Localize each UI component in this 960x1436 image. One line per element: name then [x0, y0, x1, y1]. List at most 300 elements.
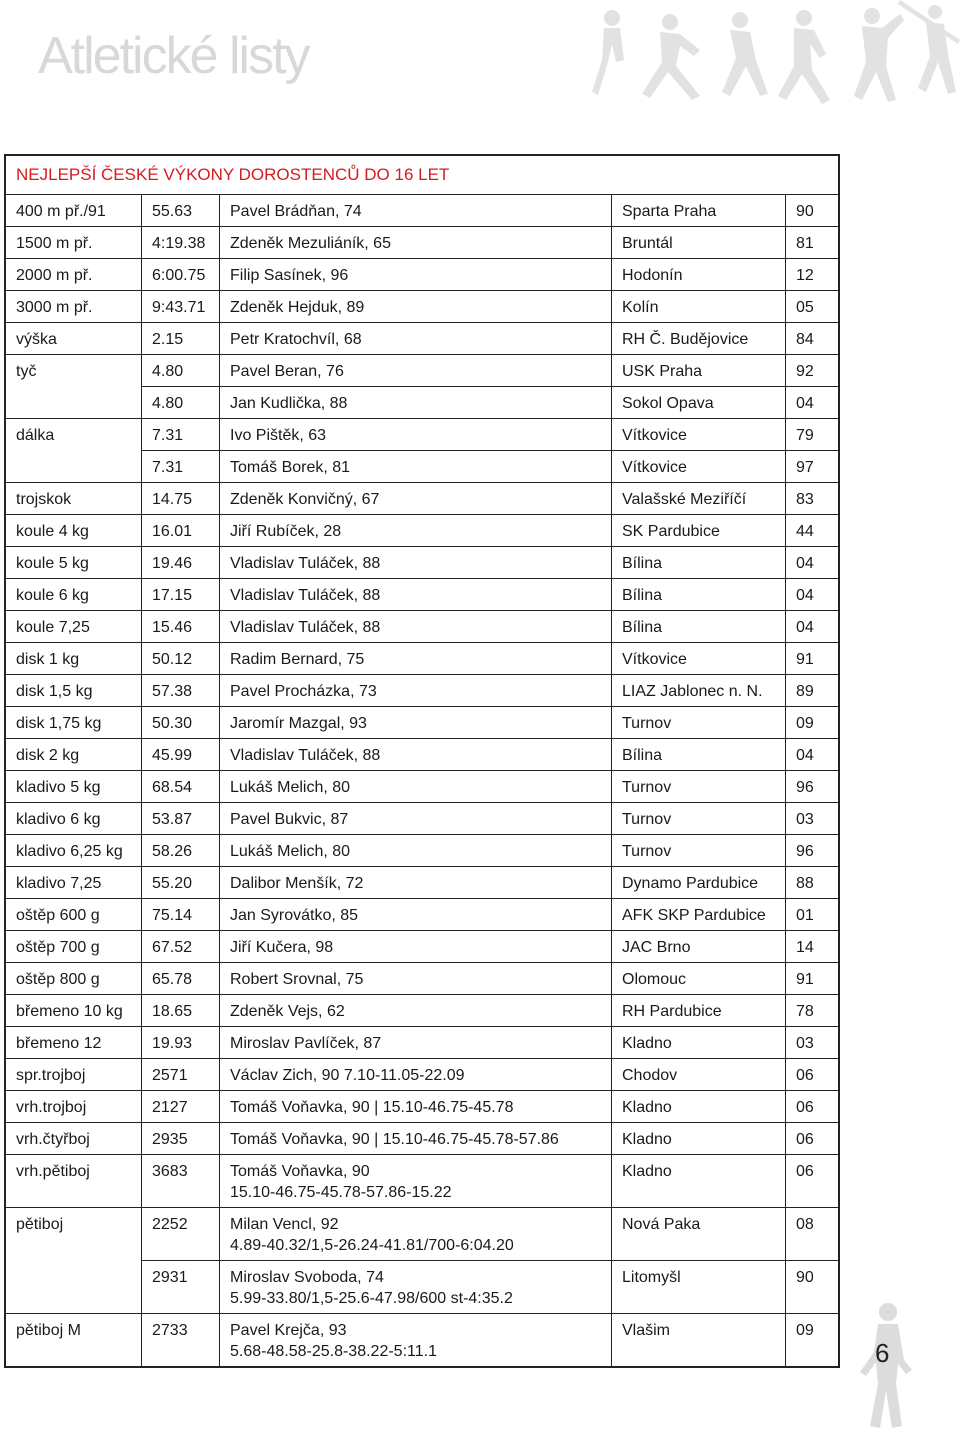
- athlete-cell: [220, 803, 612, 835]
- year-cell-text: 06: [796, 1067, 814, 1084]
- athlete-cell-text: Zdeněk Vejs, 62: [230, 1003, 345, 1020]
- event-cell-text: koule 7,25: [16, 619, 90, 636]
- result-cell-text: 19.46: [152, 555, 193, 572]
- event-cell: [6, 291, 142, 323]
- club-cell-text: Olomouc: [622, 971, 687, 988]
- year-cell-text: 79: [796, 427, 814, 444]
- year-cell-text: 91: [796, 971, 814, 988]
- athlete-cell: [220, 1261, 612, 1314]
- athlete-cell: [220, 739, 612, 771]
- year-cell: [786, 323, 838, 355]
- club-cell-text: JAC Brno: [622, 939, 691, 956]
- year-cell: [786, 771, 838, 803]
- result-cell: [142, 675, 220, 707]
- year-cell: [786, 483, 838, 515]
- club-cell-text: Valašské Meziříčí: [622, 491, 747, 508]
- year-cell-text: 44: [796, 523, 814, 540]
- athlete-cell-text: Petr Kratochvíl, 68: [230, 331, 362, 348]
- club-cell: [612, 1208, 786, 1261]
- year-cell: [786, 1027, 838, 1059]
- event-cell-text: vrh.trojboj: [16, 1099, 87, 1116]
- result-cell: [142, 419, 220, 451]
- year-cell: [786, 291, 838, 323]
- result-cell: [142, 771, 220, 803]
- event-cell: [6, 835, 142, 867]
- event-cell-text: dálka: [16, 427, 55, 444]
- table-row: [6, 611, 838, 643]
- result-cell: [142, 803, 220, 835]
- athlete-cell-text: Pavel Beran, 76: [230, 363, 344, 380]
- year-cell: [786, 931, 838, 963]
- athlete-cell-text: Tomáš Voňavka, 90 | 15.10-46.75-45.78-57.86: [230, 1131, 559, 1148]
- table-row: [6, 547, 838, 579]
- year-cell-text: 06: [796, 1163, 814, 1180]
- athlete-cell: [220, 227, 612, 259]
- event-cell-text: kladivo 5 kg: [16, 779, 101, 796]
- table-row: [6, 739, 838, 771]
- club-cell: [612, 387, 786, 419]
- athlete-cell: [220, 259, 612, 291]
- table-row: [6, 451, 838, 483]
- year-cell-text: 90: [796, 203, 814, 220]
- table-row: [6, 1123, 838, 1155]
- result-cell-text: 4.80: [152, 395, 184, 412]
- athlete-cell: [220, 1314, 612, 1366]
- athlete-cell: [220, 451, 612, 483]
- club-cell-text: Turnov: [622, 843, 672, 860]
- event-cell: [6, 995, 142, 1027]
- result-cell-text: 3683: [152, 1163, 188, 1180]
- athlete-cell: [220, 899, 612, 931]
- year-cell: [786, 1314, 838, 1366]
- year-cell: [786, 899, 838, 931]
- club-cell-text: Vlašim: [622, 1322, 671, 1339]
- athlete-cell: [220, 195, 612, 227]
- club-cell-text: Dynamo Pardubice: [622, 875, 759, 892]
- result-cell: [142, 1027, 220, 1059]
- table-row: [6, 1261, 838, 1314]
- club-cell-text: Sokol Opava: [622, 395, 714, 412]
- table-body: [6, 195, 838, 1366]
- event-cell-text: pětiboj M: [16, 1322, 81, 1339]
- year-cell: [786, 579, 838, 611]
- year-cell: [786, 387, 838, 419]
- athlete-cell: [220, 579, 612, 611]
- club-cell: [612, 1261, 786, 1314]
- year-cell: [786, 547, 838, 579]
- year-cell: [786, 259, 838, 291]
- year-cell: [786, 1155, 838, 1208]
- club-cell: [612, 1155, 786, 1208]
- runner-silhouette-graphic: [856, 1300, 926, 1430]
- result-cell-text: 2.15: [152, 331, 184, 348]
- table-row: [6, 643, 838, 675]
- athlete-cell-text: Pavel Bukvic, 87: [230, 811, 349, 828]
- club-cell: [612, 419, 786, 451]
- event-cell: [6, 547, 142, 579]
- athlete-cell: [220, 419, 612, 451]
- year-cell: [786, 803, 838, 835]
- event-cell-text: vrh.pětiboj: [16, 1163, 90, 1180]
- club-cell: [612, 1123, 786, 1155]
- event-cell-text: trojskok: [16, 491, 72, 508]
- athlete-cell-text: Zdeněk Mezuliáník, 65: [230, 235, 391, 252]
- year-cell-text: 89: [796, 683, 814, 700]
- result-cell: [142, 291, 220, 323]
- table-row: [6, 387, 838, 419]
- result-cell-text: 68.54: [152, 779, 193, 796]
- table-row: [6, 1091, 838, 1123]
- year-cell: [786, 611, 838, 643]
- club-cell: [612, 803, 786, 835]
- result-cell-text: 75.14: [152, 907, 193, 924]
- athlete-cell: [220, 1155, 612, 1208]
- event-cell: [6, 643, 142, 675]
- athlete-cell: [220, 707, 612, 739]
- result-cell: [142, 707, 220, 739]
- athlete-cell-text: Radim Bernard, 75: [230, 651, 365, 668]
- table-row: [6, 835, 838, 867]
- result-cell: [142, 835, 220, 867]
- year-cell: [786, 195, 838, 227]
- result-cell-text: 17.15: [152, 587, 193, 604]
- club-cell-text: Nová Paka: [622, 1216, 701, 1233]
- table-title: NEJLEPŠÍ ČESKÉ VÝKONY DOROSTENCŮ DO 16 LET: [6, 156, 838, 195]
- athlete-cell-text: Miroslav Svoboda, 74: [230, 1269, 384, 1286]
- club-cell-text: Bílina: [622, 587, 663, 604]
- year-cell-text: 81: [796, 235, 814, 252]
- event-cell-text: disk 1 kg: [16, 651, 80, 668]
- table-row: [6, 579, 838, 611]
- club-cell-text: Bílina: [622, 619, 663, 636]
- event-cell: [6, 259, 142, 291]
- athlete-cell: [220, 355, 612, 387]
- event-cell-text: vrh.čtyřboj: [16, 1131, 90, 1148]
- result-cell: [142, 611, 220, 643]
- athlete-cell-text: Tomáš Voňavka, 90 | 15.10-46.75-45.78: [230, 1099, 514, 1116]
- event-cell: [6, 1027, 142, 1059]
- result-cell-text: 2571: [152, 1067, 188, 1084]
- athlete-cell: [220, 483, 612, 515]
- year-cell: [786, 1123, 838, 1155]
- athlete-cell-text: Pavel Brádňan, 74: [230, 203, 362, 220]
- club-cell: [612, 643, 786, 675]
- year-cell-text: 14: [796, 939, 814, 956]
- result-cell: [142, 963, 220, 995]
- result-cell-text: 7.31: [152, 459, 184, 476]
- club-cell: [612, 835, 786, 867]
- table-row: [6, 899, 838, 931]
- club-cell-text: Litomyšl: [622, 1269, 681, 1286]
- event-cell-text: oštěp 700 g: [16, 939, 100, 956]
- athlete-detail-text: 5.99-33.80/1,5-25.6-47.98/600 st-4:35.2: [230, 1290, 513, 1307]
- year-cell-text: 84: [796, 331, 814, 348]
- event-cell-text: 3000 m př.: [16, 299, 93, 316]
- table-row: [6, 355, 838, 387]
- year-cell: [786, 1208, 838, 1261]
- result-cell: [142, 1155, 220, 1208]
- table-row: [6, 707, 838, 739]
- club-cell: [612, 1027, 786, 1059]
- result-cell: [142, 195, 220, 227]
- event-cell: [6, 1091, 142, 1123]
- table-row: [6, 259, 838, 291]
- result-cell: [142, 867, 220, 899]
- table-row: [6, 675, 838, 707]
- event-cell: [6, 931, 142, 963]
- athlete-cell-text: Vladislav Tuláček, 88: [230, 555, 381, 572]
- result-cell-text: 2252: [152, 1216, 188, 1233]
- table-row: [6, 803, 838, 835]
- year-cell: [786, 515, 838, 547]
- club-cell-text: Kladno: [622, 1163, 672, 1180]
- athlete-cell: [220, 611, 612, 643]
- result-cell-text: 53.87: [152, 811, 193, 828]
- year-cell-text: 01: [796, 907, 814, 924]
- year-cell: [786, 675, 838, 707]
- year-cell-text: 04: [796, 587, 814, 604]
- club-cell: [612, 931, 786, 963]
- year-cell-text: 04: [796, 619, 814, 636]
- result-cell-text: 50.30: [152, 715, 193, 732]
- athlete-cell: [220, 835, 612, 867]
- page-number: 6: [875, 1338, 890, 1368]
- year-cell: [786, 739, 838, 771]
- athlete-cell-text: Robert Srovnal, 75: [230, 971, 364, 988]
- athlete-cell-text: Milan Vencl, 92: [230, 1216, 339, 1233]
- event-cell: [6, 515, 142, 547]
- athlete-cell: [220, 675, 612, 707]
- magazine-title: Atletické listy: [38, 27, 309, 85]
- athlete-cell: [220, 1027, 612, 1059]
- result-cell-text: 2733: [152, 1322, 188, 1339]
- athlete-cell-text: Jan Syrovátko, 85: [230, 907, 359, 924]
- club-cell-text: Sparta Praha: [622, 203, 717, 220]
- athlete-cell-text: Zdeněk Hejduk, 89: [230, 299, 365, 316]
- athlete-cell: [220, 931, 612, 963]
- year-cell-text: 83: [796, 491, 814, 508]
- table-row: [6, 515, 838, 547]
- athlete-cell-text: Zdeněk Konvičný, 67: [230, 491, 380, 508]
- result-cell: [142, 355, 220, 387]
- year-cell-text: 03: [796, 1035, 814, 1052]
- athlete-cell: [220, 963, 612, 995]
- event-cell: [6, 451, 142, 483]
- athlete-cell-text: Vladislav Tuláček, 88: [230, 747, 381, 764]
- athlete-cell: [220, 387, 612, 419]
- table-row: [6, 931, 838, 963]
- result-cell-text: 7.31: [152, 427, 184, 444]
- event-cell-text: oštěp 600 g: [16, 907, 100, 924]
- athlete-cell-text: Tomáš Borek, 81: [230, 459, 351, 476]
- event-cell: [6, 867, 142, 899]
- table-row: [6, 323, 838, 355]
- event-cell: [6, 675, 142, 707]
- club-cell-text: Bílina: [622, 555, 663, 572]
- result-cell: [142, 483, 220, 515]
- club-cell-text: SK Pardubice: [622, 523, 720, 540]
- club-cell-text: Hodonín: [622, 267, 683, 284]
- year-cell-text: 05: [796, 299, 814, 316]
- table-row: [6, 1027, 838, 1059]
- club-cell: [612, 195, 786, 227]
- event-cell-text: kladivo 6,25 kg: [16, 843, 123, 860]
- athlete-cell: [220, 547, 612, 579]
- result-cell: [142, 995, 220, 1027]
- club-cell-text: Kladno: [622, 1131, 672, 1148]
- event-cell: [6, 611, 142, 643]
- year-cell-text: 91: [796, 651, 814, 668]
- year-cell-text: 03: [796, 811, 814, 828]
- club-cell-text: Vítkovice: [622, 427, 687, 444]
- club-cell: [612, 547, 786, 579]
- result-cell: [142, 579, 220, 611]
- event-cell: [6, 1059, 142, 1091]
- athlete-cell: [220, 771, 612, 803]
- result-cell-text: 16.01: [152, 523, 193, 540]
- club-cell-text: USK Praha: [622, 363, 703, 380]
- event-cell-text: oštěp 800 g: [16, 971, 100, 988]
- athlete-cell-text: Jiří Rubíček, 28: [230, 523, 342, 540]
- event-cell: [6, 803, 142, 835]
- event-cell: [6, 1314, 142, 1366]
- result-cell: [142, 1261, 220, 1314]
- result-cell-text: 50.12: [152, 651, 193, 668]
- club-cell-text: Kladno: [622, 1099, 672, 1116]
- event-cell-text: tyč: [16, 363, 37, 380]
- year-cell: [786, 867, 838, 899]
- event-cell: [6, 1123, 142, 1155]
- result-cell: [142, 899, 220, 931]
- club-cell-text: Kolín: [622, 299, 659, 316]
- event-cell: [6, 323, 142, 355]
- club-cell: [612, 355, 786, 387]
- result-cell-text: 55.63: [152, 203, 193, 220]
- athlete-cell-text: Jiří Kučera, 98: [230, 939, 334, 956]
- result-cell-text: 9:43.71: [152, 299, 206, 316]
- athlete-cell-text: Jan Kudlička, 88: [230, 395, 348, 412]
- athlete-cell-text: Pavel Krejča, 93: [230, 1322, 347, 1339]
- athlete-cell-text: Dalibor Menšík, 72: [230, 875, 364, 892]
- event-cell-text: výška: [16, 331, 57, 348]
- result-cell: [142, 387, 220, 419]
- club-cell: [612, 227, 786, 259]
- club-cell: [612, 739, 786, 771]
- event-cell: [6, 419, 142, 451]
- year-cell-text: 06: [796, 1099, 814, 1116]
- result-cell: [142, 515, 220, 547]
- result-cell-text: 55.20: [152, 875, 193, 892]
- table-row: [6, 867, 838, 899]
- result-cell: [142, 323, 220, 355]
- athlete-detail-text: 5.68-48.58-25.8-38.22-5:11.1: [230, 1343, 437, 1360]
- year-cell: [786, 643, 838, 675]
- year-cell-text: 96: [796, 843, 814, 860]
- result-cell: [142, 643, 220, 675]
- year-cell-text: 09: [796, 1322, 814, 1339]
- table-row: [6, 1314, 838, 1366]
- club-cell-text: Vítkovice: [622, 459, 687, 476]
- result-cell-text: 4.80: [152, 363, 184, 380]
- event-cell: [6, 483, 142, 515]
- athlete-cell: [220, 291, 612, 323]
- event-cell-text: 2000 m př.: [16, 267, 93, 284]
- year-cell-text: 92: [796, 363, 814, 380]
- athlete-detail-text: 4.89-40.32/1,5-26.24-41.81/700-6:04.20: [230, 1237, 514, 1254]
- result-cell: [142, 1091, 220, 1123]
- records-table: [4, 154, 840, 1368]
- club-cell-text: Chodov: [622, 1067, 678, 1084]
- event-cell: [6, 739, 142, 771]
- club-cell: [612, 771, 786, 803]
- club-cell-text: Vítkovice: [622, 651, 687, 668]
- year-cell-text: 04: [796, 395, 814, 412]
- result-cell-text: 18.65: [152, 1003, 193, 1020]
- result-cell: [142, 227, 220, 259]
- event-cell: [6, 899, 142, 931]
- table-row: [6, 227, 838, 259]
- club-cell: [612, 995, 786, 1027]
- athlete-cell-text: Vladislav Tuláček, 88: [230, 619, 381, 636]
- event-cell-text: disk 1,5 kg: [16, 683, 93, 700]
- club-cell: [612, 1314, 786, 1366]
- athlete-cell-text: Jaromír Mazgal, 93: [230, 715, 367, 732]
- year-cell: [786, 963, 838, 995]
- event-cell-text: spr.trojboj: [16, 1067, 86, 1084]
- year-cell-text: 78: [796, 1003, 814, 1020]
- event-cell-text: 1500 m př.: [16, 235, 93, 252]
- athlete-detail-text: 15.10-46.75-45.78-57.86-15.22: [230, 1184, 452, 1201]
- result-cell-text: 2127: [152, 1099, 188, 1116]
- event-cell: [6, 579, 142, 611]
- athlete-cell-text: Lukáš Melich, 80: [230, 843, 351, 860]
- result-cell-text: 45.99: [152, 747, 193, 764]
- event-cell: [6, 1261, 142, 1314]
- result-cell-text: 67.52: [152, 939, 193, 956]
- event-cell: [6, 1208, 142, 1261]
- athlete-cell-text: Miroslav Pavlíček, 87: [230, 1035, 382, 1052]
- result-cell: [142, 931, 220, 963]
- year-cell: [786, 419, 838, 451]
- year-cell: [786, 995, 838, 1027]
- event-cell: [6, 195, 142, 227]
- athlete-cell-text: Filip Sasínek, 96: [230, 267, 349, 284]
- event-cell-text: břemeno 10 kg: [16, 1003, 123, 1020]
- result-cell: [142, 1059, 220, 1091]
- year-cell-text: 06: [796, 1131, 814, 1148]
- result-cell-text: 2931: [152, 1269, 188, 1286]
- year-cell-text: 97: [796, 459, 814, 476]
- event-cell-text: koule 4 kg: [16, 523, 89, 540]
- athlete-cell-text: Ivo Pištěk, 63: [230, 427, 327, 444]
- result-cell-text: 15.46: [152, 619, 193, 636]
- result-cell: [142, 1208, 220, 1261]
- year-cell: [786, 1059, 838, 1091]
- club-cell-text: Bílina: [622, 747, 663, 764]
- event-cell-text: disk 1,75 kg: [16, 715, 102, 732]
- table-row: [6, 483, 838, 515]
- table-row: [6, 963, 838, 995]
- athlete-cell: [220, 995, 612, 1027]
- result-cell-text: 14.75: [152, 491, 193, 508]
- event-cell: [6, 963, 142, 995]
- result-cell: [142, 451, 220, 483]
- result-cell: [142, 547, 220, 579]
- event-cell-text: koule 6 kg: [16, 587, 89, 604]
- club-cell: [612, 291, 786, 323]
- athlete-cell: [220, 867, 612, 899]
- club-cell: [612, 611, 786, 643]
